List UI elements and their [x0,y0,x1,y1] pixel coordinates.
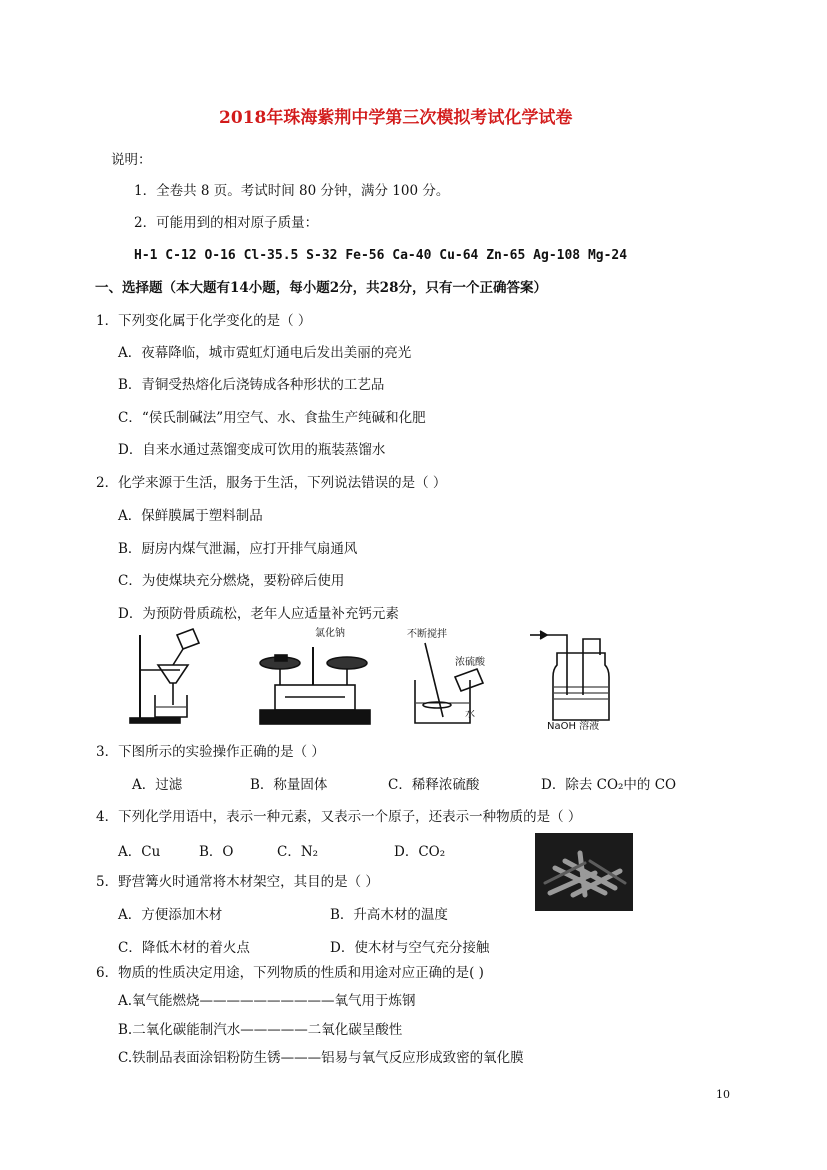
gas-bottle-icon [530,631,609,720]
notes-label: 说明： [111,152,152,168]
q3-option-d: D．除去 CO₂中的 CO [541,777,677,793]
q4-option-a: A．Cu [118,844,161,860]
q4-option-c: C．N₂ [277,844,319,860]
q6-option-a: A.氧气能燃烧——————————氧气用于炼钢 [118,993,416,1009]
q2-option-d: D．为预防骨质疏松，老年人应适量补充钙元素 [118,606,399,622]
q3-option-c: C．稀释浓硫酸 [388,777,480,793]
section-heading: 一、选择题（本大题有14小题，每小题2分，共28分，只有一个正确答案） [95,280,547,296]
page-title: 2018年珠海紫荆中学第三次模拟考试化学试卷 [219,108,573,128]
atomic-masses: H-1 C-12 O-16 Cl-35.5 S-32 Fe-56 Ca-40 Cu-64 Zn-65 Ag-108 Mg-24 [134,248,628,263]
q2-option-c: C．为使煤块充分燃烧，要粉碎后使用 [118,573,345,589]
page-number: 10 [716,1088,730,1101]
q3-option-b: B．称量固体 [250,777,328,793]
lab-operations-figure [125,625,645,730]
naoh-label: NaOH 溶液 [547,721,600,730]
campfire-photo [535,833,633,911]
filtration-apparatus-icon [130,629,199,723]
q2-option-b: B．厨房内煤气泄漏，应打开排气扇通风 [118,541,358,557]
q5-option-c: C．降低木材的着火点 [118,940,250,956]
q5-option-b: B．升高木材的温度 [330,907,448,923]
acid-label: 浓硫酸 [455,657,485,668]
q1-option-b: B．青铜受热熔化后浇铸成各种形状的工艺品 [118,377,385,393]
question-1-stem: 1．下列变化属于化学变化的是（ ） [96,313,312,329]
q6-option-c: C.铁制品表面涂铝粉防生锈———铝易与氧气反应形成致密的氧化膜 [118,1050,524,1066]
q2-option-a: A．保鲜膜属于塑料制品 [118,508,263,524]
question-5-stem: 5．野营篝火时通常将木材架空，其目的是（ ） [96,874,379,890]
q5-option-d: D．使木材与空气充分接触 [330,940,490,956]
q1-option-c: C．“侯氏制碱法”用空气、水、食盐生产纯碱和化肥 [118,410,426,426]
q4-option-d: D．CO₂ [394,844,446,860]
question-3-stem: 3．下图所示的实验操作正确的是（ ） [96,744,325,760]
q1-option-d: D．自来水通过蒸馏变成可饮用的瓶装蒸馏水 [118,442,386,458]
note-2: 2．可能用到的相对原子质量： [134,215,319,231]
balance-label: 氯化钠 [315,628,345,639]
q1-option-a: A．夜幕降临，城市霓虹灯通电后发出美丽的亮光 [118,345,412,361]
q4-option-b: B．O [199,844,234,860]
q3-option-a: A．过滤 [132,777,183,793]
question-2-stem: 2．化学来源于生活，服务于生活，下列说法错误的是（ ） [96,475,447,491]
question-6-stem: 6．物质的性质决定用途，下列物质的性质和用途对应正确的是( ) [96,965,484,981]
note-1: 1．全卷共 8 页。考试时间 80 分钟，满分 100 分。 [134,183,450,199]
water-label: 水 [465,709,475,720]
question-4-stem: 4．下列化学用语中，表示一种元素，又表示一个原子，还表示一种物质的是（ ） [96,809,582,825]
q6-option-b: B.二氧化碳能制汽水—————二氧化碳呈酸性 [118,1022,403,1038]
stir-label: 不断搅拌 [407,629,447,640]
balance-scale-icon [260,647,370,724]
q5-option-a: A．方便添加木材 [118,907,223,923]
